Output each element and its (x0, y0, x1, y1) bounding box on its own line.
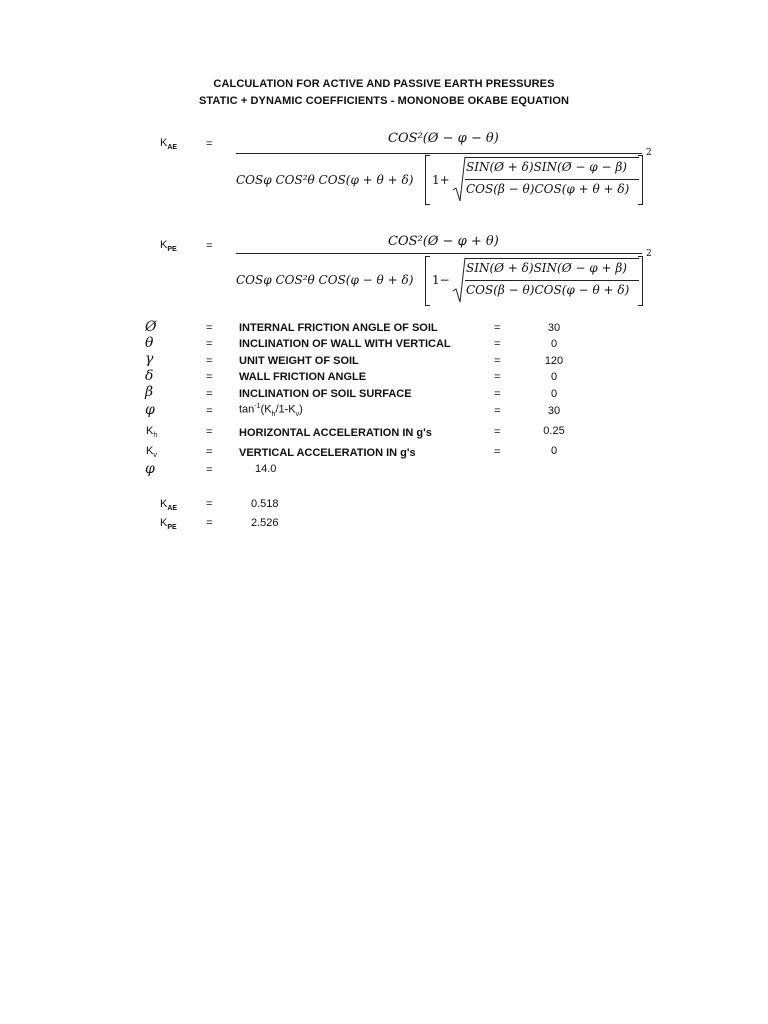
var-equals: = (206, 322, 213, 334)
kae-one-sign: 1+ (432, 173, 450, 187)
var-symbol-kh: $K_h$ (146, 425, 158, 440)
var-equals: = (206, 405, 213, 417)
var-equals-2: = (494, 355, 501, 367)
var-equals: = (206, 355, 213, 367)
result-kpe-symbol: $K_{PE}$ (160, 517, 177, 532)
kae-denominator-left: COSφ COS²θ COS(φ + θ + δ) (236, 173, 414, 187)
var-value: 30 (547, 405, 561, 417)
var-equals: = (206, 388, 213, 400)
var-equals-2: = (494, 338, 501, 350)
var-equals: = (206, 446, 213, 458)
kpe-fraction-bar (236, 253, 642, 254)
result-kae-value: 0.518 (251, 498, 279, 510)
kae-radical-bottom: COS(β − θ)COS(φ + θ + δ) (466, 182, 630, 196)
page-title-line2: STATIC + DYNAMIC COEFFICIENTS - MONONOBE OKABE EQUATION (198, 95, 570, 107)
var-symbol-gamma: γ (145, 351, 154, 367)
kae-numerator: COS²(Ø − φ − θ) (388, 131, 499, 146)
kpe-one-sign: 1− (432, 273, 450, 287)
var-equals-2: = (494, 426, 501, 438)
var-equals-2: = (494, 371, 501, 383)
var-symbol-phi-soil: Ø (145, 319, 157, 335)
var-equals-2: = (494, 388, 501, 400)
kpe-exponent: 2 (646, 249, 652, 259)
var-equals: = (206, 464, 213, 476)
kpe-denominator-left: COSφ COS²θ COS(φ − θ + δ) (236, 273, 414, 287)
var-value: 30 (547, 322, 561, 334)
var-description: HORIZONTAL ACCELERATION IN g's (239, 427, 432, 439)
kpe-radical-bottom: COS(β − θ)COS(φ − θ + δ) (466, 283, 630, 297)
var-symbol-delta: δ (145, 368, 154, 384)
var-value: 0 (550, 445, 558, 457)
result-kpe-equals: = (206, 517, 213, 529)
kpe-radical-bar (465, 280, 639, 281)
kae-exponent: 2 (646, 148, 652, 158)
var-description: UNIT WEIGHT OF SOIL (239, 355, 359, 367)
result-kpe-value: 2.526 (251, 517, 279, 529)
kpe-numerator: COS²(Ø − φ + θ) (388, 234, 499, 249)
var-equals-2: = (494, 322, 501, 334)
kae-equals: = (206, 138, 213, 150)
kae-radical-icon (452, 156, 466, 202)
var-value: 120 (544, 355, 564, 367)
kpe-symbol: $K_{PE}$ (160, 239, 177, 254)
var-value: 0 (550, 388, 558, 400)
kpe-radical-overline (465, 258, 639, 259)
var-value: 0 (550, 338, 558, 350)
kpe-radical-top: SIN(Ø + δ)SIN(Ø − φ + β) (466, 261, 627, 275)
page-title-line1: CALCULATION FOR ACTIVE AND PASSIVE EARTH PRESSURES (213, 78, 555, 90)
kae-fraction-bar (236, 153, 642, 154)
kae-right-bracket (638, 155, 643, 205)
var-symbol-theta: θ (145, 335, 154, 351)
kae-symbol: $K_{AE}$ (160, 137, 178, 152)
var-symbol-kv: $K_v$ (146, 445, 157, 460)
var-equals-2: = (494, 405, 501, 417)
phi-result-value: 14.0 (255, 463, 277, 475)
kpe-left-bracket (425, 256, 430, 306)
var-equals: = (206, 426, 213, 438)
var-symbol-phi-result: φ (145, 461, 155, 477)
var-description-tan-formula: $\tan^{-1}(K_h/1-K_v)$ (239, 403, 303, 418)
kpe-right-bracket (638, 256, 643, 306)
var-value: 0.25 (543, 425, 565, 437)
kpe-equals: = (206, 240, 213, 252)
var-description: WALL FRICTION ANGLE (239, 371, 367, 383)
kae-radical-bar (465, 179, 639, 180)
kae-radical-overline (465, 157, 639, 158)
var-equals: = (206, 338, 213, 350)
result-kae-symbol: $K_{AE}$ (160, 498, 178, 513)
kae-left-bracket (425, 155, 430, 205)
var-description: INTERNAL FRICTION ANGLE OF SOIL (239, 322, 438, 334)
var-value: 0 (550, 371, 558, 383)
var-description: VERTICAL ACCELERATION IN g's (239, 447, 416, 459)
var-symbol-phi: φ (145, 402, 155, 418)
kae-radical-top: SIN(Ø + δ)SIN(Ø − φ − β) (466, 160, 627, 174)
var-description: INCLINATION OF WALL WITH VERTICAL (239, 338, 451, 350)
var-equals-2: = (494, 446, 501, 458)
result-kae-equals: = (206, 498, 213, 510)
var-description: INCLINATION OF SOIL SURFACE (239, 388, 412, 400)
var-symbol-beta: β (145, 384, 154, 400)
kpe-radical-icon (452, 257, 466, 303)
var-equals: = (206, 371, 213, 383)
